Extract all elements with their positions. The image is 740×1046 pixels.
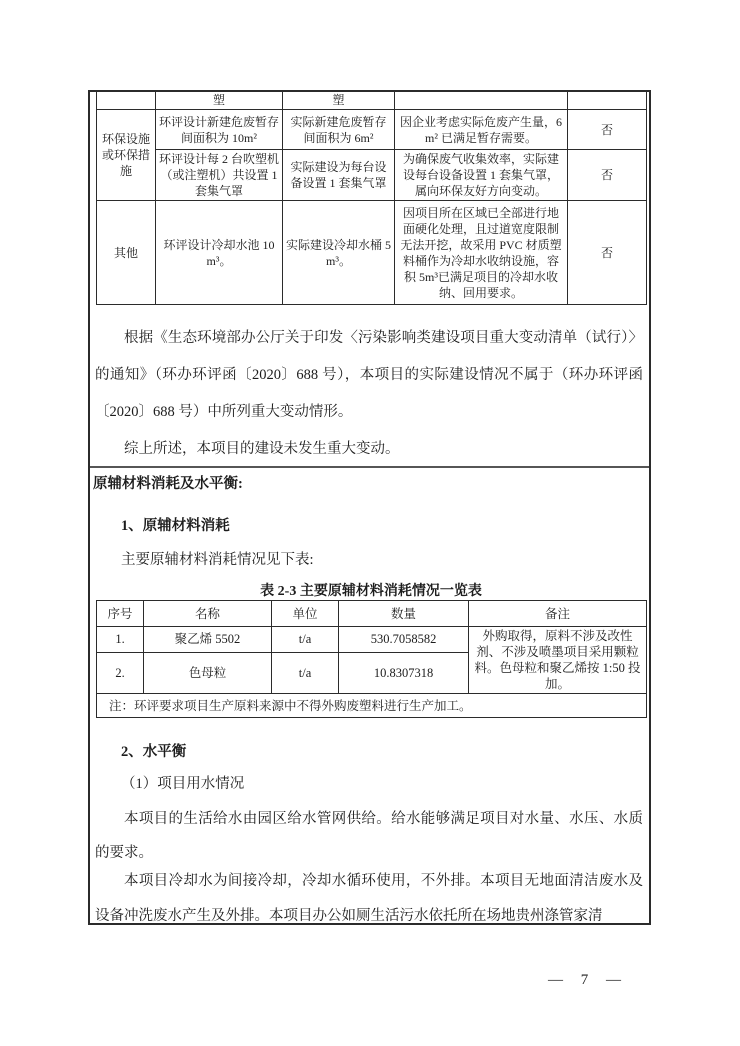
carryover-cell	[97, 91, 156, 110]
row-number-cell: 2.	[97, 652, 144, 693]
carryover-cell	[395, 91, 568, 110]
row-number-cell: 1.	[97, 627, 144, 653]
subsection-2-heading: 2、水平衡	[121, 744, 187, 760]
carryover-cell: 塑	[283, 91, 395, 110]
major-change-cell: 否	[568, 150, 647, 201]
quantity-cell: 530.7058582	[339, 627, 469, 653]
category-cell: 环保设施或环保措施	[97, 110, 156, 201]
table-header-row	[97, 601, 647, 627]
remark-cell: 外购取得，原料不涉及改性剂、不涉及喷墨项目采用颗粒料。色母粒和聚乙烯按 1:50 投加。	[469, 627, 647, 694]
reason-cell: 因项目所在区域已全部进行地面硬化处理，且过道宽度限制无法开挖，故采用 PVC 材质塑料桶作为冷却水收纳设施，容积 5m³已满足项目的冷却水收纳、回用要求。	[395, 201, 568, 305]
column-header: 数量	[339, 601, 469, 627]
column-header: 名称	[144, 601, 272, 627]
major-change-cell: 否	[568, 110, 647, 150]
major-change-cell: 否	[568, 201, 647, 305]
paragraph-water-supply: 本项目的生活给水由园区给水管网供给。给水能够满足项目对水量、水压、水质的要求。	[95, 811, 643, 861]
material-name-cell: 色母粒	[144, 652, 272, 693]
page-number: — 7 —	[548, 972, 628, 988]
subsection-1-heading: 1、原辅材料消耗	[121, 518, 230, 534]
paragraph-conclusion: 综上所述，本项目的建设未发生重大变动。	[124, 441, 400, 457]
reason-cell: 因企业考虑实际危废产生量，6m² 已满足暂存需要。	[395, 110, 568, 150]
category-cell: 其他	[97, 201, 156, 305]
column-header: 备注	[469, 601, 647, 627]
carryover-cell	[568, 91, 647, 110]
actual-cell: 实际建设为每台设备设置 1 套集气罩	[283, 150, 395, 201]
design-cell: 环评设计每 2 台吹塑机（或注塑机）共设置 1 套集气罩	[156, 150, 283, 201]
actual-cell: 实际新建危废暂存间面积为 6m²	[283, 110, 395, 150]
table-row	[97, 150, 647, 201]
reason-cell: 为确保废气收集效率，实际建设每台设备设置 1 套集气罩，属向环保友好方向变动。	[395, 150, 568, 201]
column-header: 单位	[272, 601, 339, 627]
materials-table	[96, 600, 647, 718]
actual-cell: 实际建设冷却水桶 5m³。	[283, 201, 395, 305]
major-change-table	[96, 90, 647, 305]
design-cell: 环评设计新建危废暂存间面积为 10m²	[156, 110, 283, 150]
quantity-cell: 10.8307318	[339, 652, 469, 693]
unit-cell: t/a	[272, 627, 339, 653]
section-divider	[90, 466, 649, 468]
table-row	[97, 110, 647, 150]
paragraph-regulation: 根据《生态环境部办公厅关于印发〈污染影响类建设项目重大变动清单（试行）〉的通知》（环办环评函〔2020〕688 号），本项目的实际建设情况不属于（环办环评函〔2020〕688 号）中所列重大变动情形。	[95, 330, 643, 420]
material-name-cell: 聚乙烯 5502	[144, 627, 272, 653]
table-note-row	[97, 694, 647, 718]
table-row	[97, 627, 647, 653]
subsection-2-item: （1）项目用水情况	[121, 776, 245, 792]
table-note: 注：环评要求项目生产原料来源中不得外购废塑料进行生产加工。	[97, 694, 647, 718]
paragraph-cooling-water: 本项目冷却水为间接冷却，冷却水循环使用，不外排。本项目无地面清洁废水及设备冲洗废水产生及外排。本项目办公如厕生活污水依托所在场地贵州涤管家清	[95, 873, 643, 924]
section-heading: 原辅材料消耗及水平衡:	[93, 476, 243, 492]
unit-cell: t/a	[272, 652, 339, 693]
subsection-1-intro: 主要原辅材料消耗情况见下表:	[121, 552, 314, 568]
carryover-cell: 塑	[156, 91, 283, 110]
column-header: 序号	[97, 601, 144, 627]
table-2-3-title: 表 2-3 主要原辅材料消耗情况一览表	[260, 584, 482, 599]
design-cell: 环评设计冷却水池 10m³。	[156, 201, 283, 305]
table-row	[97, 201, 647, 305]
table-row	[97, 91, 647, 110]
form-frame	[88, 90, 651, 925]
